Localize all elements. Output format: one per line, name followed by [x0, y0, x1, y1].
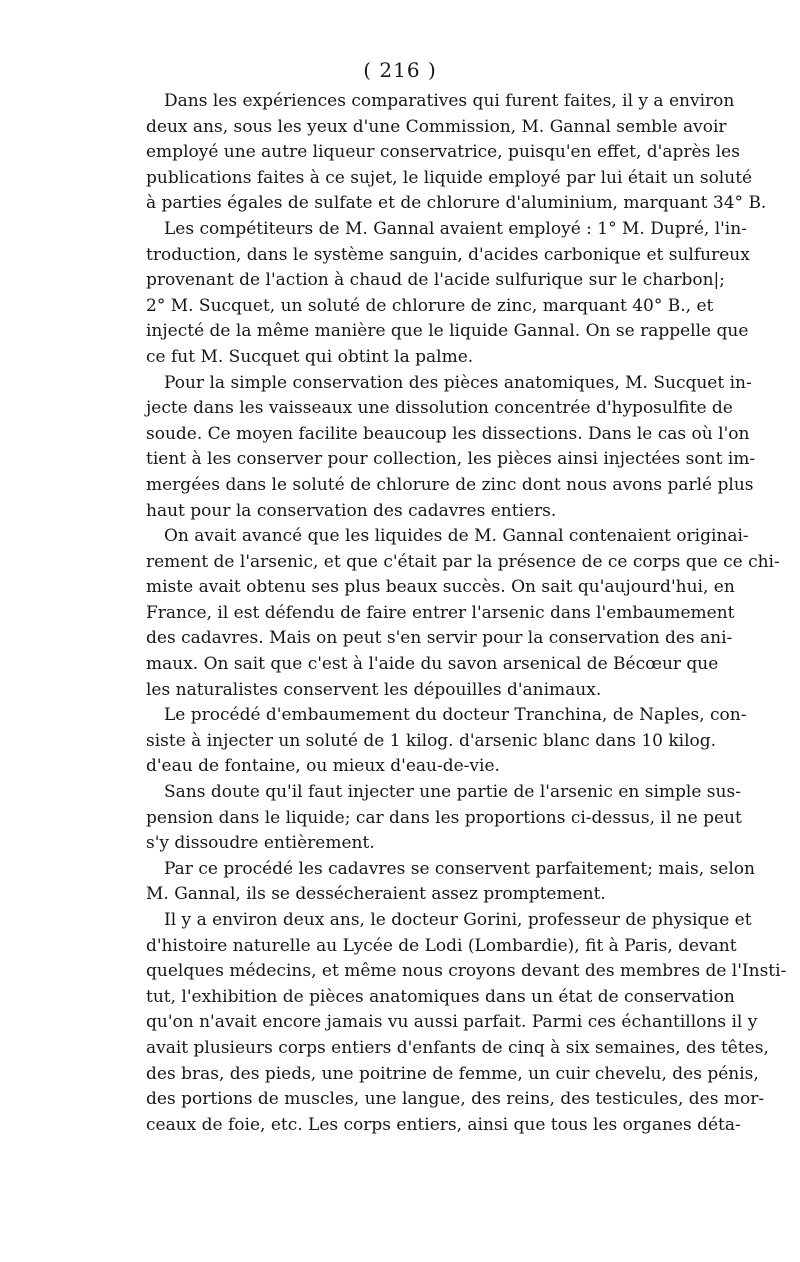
text-line: siste à injecter un soluté de 1 kilog. d'arsenic blanc dans 10 kilog. [146, 730, 717, 751]
text-line: miste avait obtenu ses plus beaux succès. On sait qu'aujourd'hui, en [146, 577, 735, 598]
text-line: ce fut M. Sucquet qui obtint la palme. [146, 346, 474, 367]
text-line: Pour la simple conservation des pièces anatomiques, M. Sucquet in- [164, 372, 752, 393]
text-line: jecte dans les vaisseaux une dissolution concentrée d'hyposulfite de [146, 398, 733, 419]
text-line: des bras, des pieds, une poitrine de femme, un cuir chevelu, des pénis, [146, 1063, 759, 1084]
text-line: avait plusieurs corps entiers d'enfants de cinq à six semaines, des têtes, [146, 1037, 769, 1058]
text-line: Le procédé d'embaumement du docteur Tranchina, de Naples, con- [164, 705, 747, 726]
text-line: haut pour la conservation des cadavres entiers. [146, 500, 557, 521]
text-line: s'y dissoudre entièrement. [146, 833, 375, 854]
text-line: d'eau de fontaine, ou mieux d'eau-de-vie. [146, 756, 500, 777]
text-line: provenant de l'action à chaud de l'acide sulfurique sur le charbon|; [146, 270, 725, 291]
text-line: publications faites à ce sujet, le liquide employé par lui était un soluté [146, 167, 753, 188]
text-line: deux ans, sous les yeux d'une Commission, M. Gannal semble avoir [146, 116, 727, 137]
text-line: à parties égales de sulfate et de chlorure d'aluminium, marquant 34° B. [146, 193, 767, 214]
text-line: des cadavres. Mais on peut s'en servir pour la conservation des ani- [146, 628, 733, 649]
text-line: France, il est défendu de faire entrer l'arsenic dans l'embaumement [146, 602, 735, 623]
text-line: des portions de muscles, une langue, des reins, des testicules, des mor- [146, 1089, 765, 1110]
text-line: 2° M. Sucquet, un soluté de chlorure de zinc, marquant 40° B., et [146, 295, 714, 316]
text-line: soude. Ce moyen facilite beaucoup les dissections. Dans le cas où l'on [146, 423, 750, 444]
text-line: qu'on n'avait encore jamais vu aussi parfait. Parmi ces échantillons il y [146, 1012, 758, 1033]
text-line: Sans doute qu'il faut injecter une partie de l'arsenic en simple sus- [164, 782, 741, 803]
text-line: injecté de la même manière que le liquide Gannal. On se rappelle que [146, 321, 749, 342]
text-line: M. Gannal, ils se dessécheraient assez promptement. [146, 884, 606, 905]
text-line: rement de l'arsenic, et que c'était par la présence de ce corps que ce chi- [146, 551, 780, 572]
page-number: ( 216 ) [363, 58, 437, 82]
text-line: Dans les expériences comparatives qui furent faites, il y a environ [164, 91, 735, 111]
text-line: tient à les conserver pour collection, les pièces ainsi injectées sont im- [146, 449, 756, 470]
text-line: maux. On sait que c'est à l'aide du savon arsenical de Bécœur que [146, 654, 719, 675]
text-line: Par ce procédé les cadavres se conservent parfaitement; mais, selon [164, 858, 755, 879]
text-line: Il y a environ deux ans, le docteur Gorini, professeur de physique et [164, 910, 752, 930]
text-line: d'histoire naturelle au Lycée de Lodi (Lombardie), fit à Paris, devant [146, 935, 737, 956]
text-line: pension dans le liquide; car dans les proportions ci-dessus, il ne peut [146, 807, 742, 828]
text-line: tut, l'exhibition de pièces anatomiques dans un état de conservation [146, 986, 735, 1007]
text-line: mergées dans le soluté de chlorure de zinc dont nous avons parlé plus [146, 474, 754, 495]
text-line: quelques médecins, et même nous croyons devant des membres de l'Insti- [146, 961, 787, 982]
text-line: employé une autre liqueur conservatrice, puisqu'en effet, d'après les [146, 142, 740, 163]
text-line: troduction, dans le système sanguin, d'acides carbonique et sulfureux [146, 244, 750, 265]
text-line: On avait avancé que les liquides de M. Gannal contenaient originai- [164, 526, 749, 547]
text-line: ceaux de foie, etc. Les corps entiers, ainsi que tous les organes déta- [146, 1114, 741, 1135]
text-line: Les compétiteurs de M. Gannal avaient employé : 1° M. Dupré, l'in- [164, 218, 747, 239]
text-line: les naturalistes conservent les dépouilles d'animaux. [146, 679, 602, 700]
body-text [146, 89, 787, 1138]
